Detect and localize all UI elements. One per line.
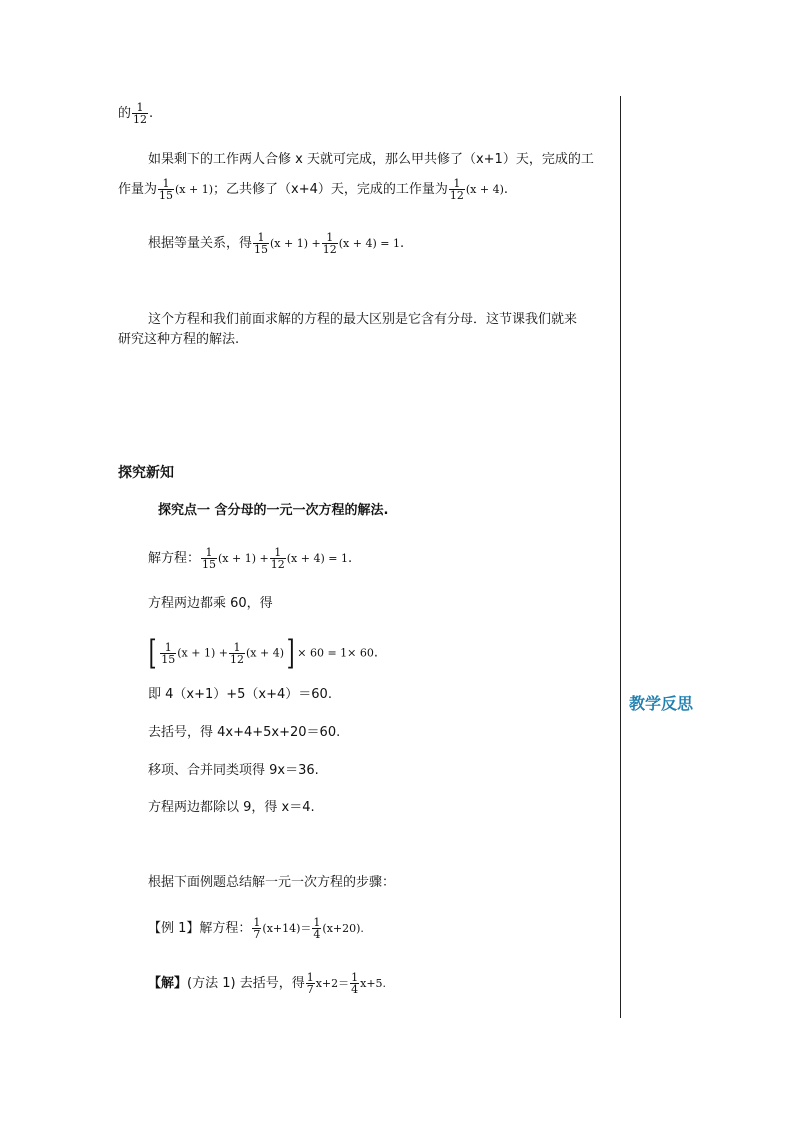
step-3: 移项、合并同类项得 9x＝36. bbox=[148, 763, 319, 778]
example-1: 【例 1】解方程： $\frac{1}{7}$ (x+14)＝ $\frac{1}{4}$ (x+20). bbox=[148, 916, 364, 941]
step-4: 方程两边都除以 9，得 x＝4. bbox=[148, 800, 315, 815]
intro-line-1: 的 $\frac{1}{12}$ . bbox=[118, 101, 154, 126]
section-heading: 探究新知 bbox=[118, 465, 174, 481]
fraction: $\frac{1}{12}$ bbox=[229, 640, 244, 666]
fraction: $\frac{1}{12}$ bbox=[449, 177, 464, 202]
step-2: 去括号，得 4x+4+5x+20＝60. bbox=[148, 725, 341, 740]
fraction: $\frac{1}{12}$ bbox=[133, 101, 148, 126]
multiply-text: 方程两边都乘 60，得 bbox=[148, 596, 273, 611]
fraction: $\frac{1}{15}$ bbox=[254, 231, 269, 256]
intro-line-5: 这个方程和我们前面求解的方程的最大区别是它含有分母．这节课我们就来 bbox=[148, 312, 578, 327]
solve-equation: 解方程： $\frac{1}{15}$ (x + 1) + $\frac{1}{12}$ (x + 4) = 1. bbox=[148, 546, 353, 571]
fraction: $\frac{1}{7}$ bbox=[306, 971, 314, 996]
fraction: $\frac{1}{7}$ bbox=[253, 916, 261, 941]
text: 的 bbox=[118, 106, 132, 121]
step-1: 即 4（x+1）+5（x+4）＝60. bbox=[148, 687, 332, 702]
fraction: $\frac{1}{15}$ bbox=[161, 640, 176, 666]
teaching-reflection-label: 教学反思 bbox=[629, 694, 694, 713]
fraction: $\frac{1}{12}$ bbox=[270, 546, 285, 571]
summary-text: 根据下面例题总结解一元一次方程的步骤： bbox=[148, 875, 396, 890]
fraction: $\frac{1}{12}$ bbox=[322, 231, 337, 256]
column-divider bbox=[620, 96, 621, 1018]
intro-line-3: 作量为 $\frac{1}{15}$ (x + 1)；乙共修了（x+4）天，完成的工作量为 $\frac{1}{12}$ (x + 4). bbox=[118, 177, 509, 202]
solution-1: 【解】(方法 1) 去括号，得 $\frac{1}{7}$ x+2＝ $\frac{1}{4}$ x+5. bbox=[148, 971, 387, 996]
fraction: $\frac{1}{15}$ bbox=[159, 177, 174, 202]
fraction: $\frac{1}{4}$ bbox=[313, 916, 321, 941]
intro-line-6: 研究这种方程的解法. bbox=[118, 332, 240, 347]
fraction: $\frac{1}{15}$ bbox=[202, 546, 217, 571]
section-subheading: 探究点一 含分母的一元一次方程的解法. bbox=[158, 503, 389, 518]
fraction: $\frac{1}{4}$ bbox=[351, 971, 359, 996]
intro-line-2: 如果剩下的工作两人合修 x 天就可完成，那么甲共修了（x+1）天，完成的工 bbox=[148, 152, 594, 167]
intro-line-4: 根据等量关系，得 $\frac{1}{15}$ (x + 1) + $\frac{1}{12}$ (x + 4) = 1. bbox=[148, 231, 405, 256]
bracketed-equation: [ $\frac{1}{15}$ (x + 1) + $\frac{1}{12}$ (x + 4)] × 60 = 1× 60. bbox=[148, 633, 379, 673]
